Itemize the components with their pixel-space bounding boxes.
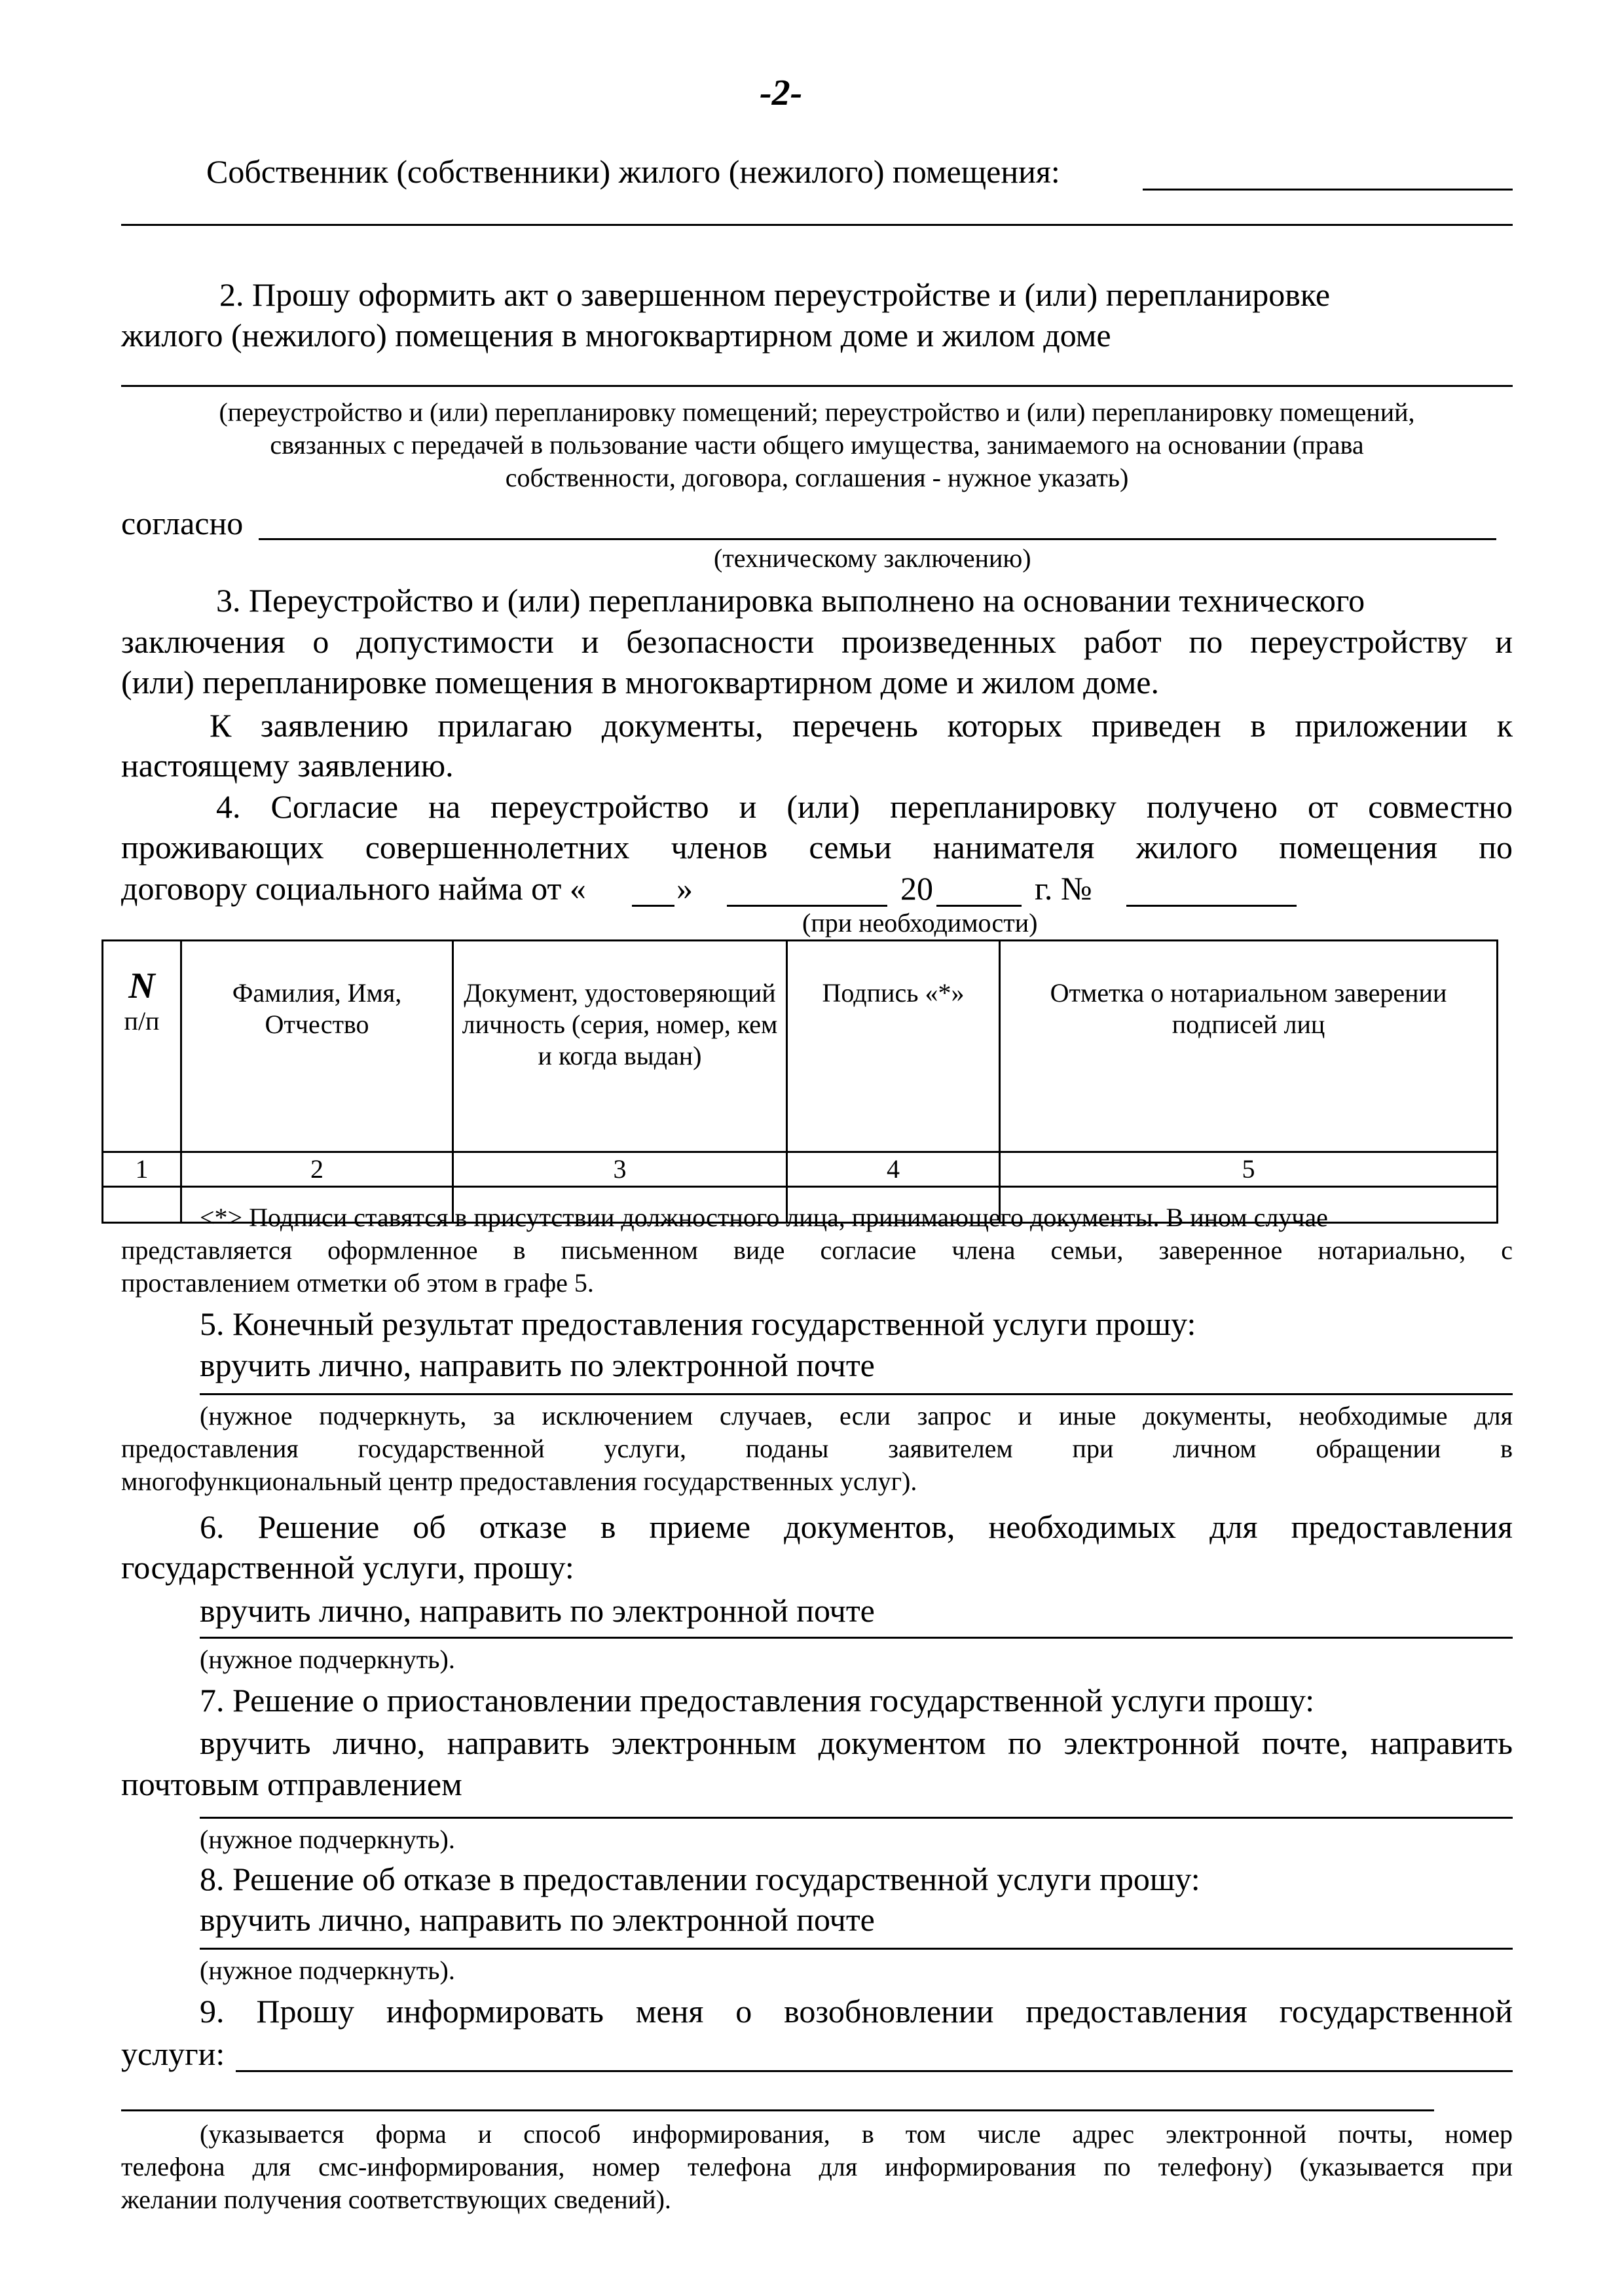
table-header-signature: Подпись «*» xyxy=(787,941,1000,1152)
contract-quote-close: » xyxy=(676,870,693,907)
item2-note3: собственности, договора, соглашения - нужное указать) xyxy=(505,463,1129,492)
item2-line1: 2. Прошу оформить акт о завершенном переустройстве и (или) перепланировке xyxy=(219,276,1331,313)
item3-attach2: настоящему заявлению. xyxy=(121,747,454,784)
item9-note1: (указывается форма и способ информирования, в том числе адрес электронной почты, номер xyxy=(200,2119,1513,2149)
owner-fill-line-2 xyxy=(121,224,1513,226)
item3-line3: (или) перепланировке помещения в многоквартирном доме и жилом доме. xyxy=(121,664,1159,701)
item4-note: (при необходимости) xyxy=(802,908,1038,938)
contract-prefix: договору социального найма от « xyxy=(121,870,586,907)
item6-line2: государственной услуги, прошу: xyxy=(121,1549,574,1586)
item5-note2: предоставления государственной услуги, поданы заявителем при личном обращении в xyxy=(121,1434,1513,1463)
item7-fill-line xyxy=(200,1817,1513,1819)
item4-line2: проживающих совершеннолетних членов семьи нанимателя жилого помещения по xyxy=(121,829,1513,866)
footnote-line3: проставлением отметки об этом в графе 5. xyxy=(121,1268,594,1298)
item4-line1: 4. Согласие на переустройство и (или) перепланировку получено от совместно xyxy=(216,788,1513,825)
table-column-number: 1 xyxy=(103,1152,181,1187)
item8-line1: 8. Решение об отказе в предоставлении государственной услуги прошу: xyxy=(200,1861,1200,1897)
item8-line2: вручить лично, направить по электронной почте xyxy=(200,1901,875,1938)
footnote-line1: <*> Подписи ставятся в присутствии должностного лица, принимающего документы. В ином случае xyxy=(200,1203,1328,1232)
item3-line1: 3. Переустройство и (или) перепланировка выполнено на основании технического xyxy=(216,582,1365,619)
item6-fill-line xyxy=(200,1637,1513,1639)
item7-note: (нужное подчеркнуть). xyxy=(200,1825,455,1854)
table-header-name: Фамилия, Имя, Отчество xyxy=(181,941,453,1152)
table-header-notary: Отметка о нотариальном заверении подписей лиц xyxy=(1000,941,1498,1152)
contract-number-label: г. № xyxy=(1035,870,1092,907)
item9-fill-line-2 xyxy=(121,2109,1434,2111)
item2-fill-line xyxy=(121,385,1513,387)
item9-note2: телефона для смс-информирования, номер телефона для информирования по телефону) (указывается при xyxy=(121,2152,1513,2181)
item7-line1: 7. Решение о приостановлении предоставления государственной услуги прошу: xyxy=(200,1682,1315,1719)
item6-line3: вручить лично, направить по электронной почте xyxy=(200,1592,875,1629)
owner-label: Собственник (собственники) жилого (нежилого) помещения: xyxy=(206,153,1060,190)
page-number: -2- xyxy=(760,73,803,113)
family-members-table xyxy=(101,939,1498,1224)
item2-according: согласно xyxy=(121,505,244,541)
table-column-number: 3 xyxy=(453,1152,787,1187)
item5-line1: 5. Конечный результат предоставления государственной услуги прошу: xyxy=(200,1305,1196,1342)
item7-line2: вручить лично, направить электронным документом по электронной почте, направить xyxy=(200,1724,1513,1761)
item5-line2: вручить лично, направить по электронной почте xyxy=(200,1347,875,1383)
table-header-number-label: п/п xyxy=(124,1006,160,1036)
item8-fill-line xyxy=(200,1948,1513,1950)
item5-note3: многофункциональный центр предоставления государственных услуг). xyxy=(121,1467,917,1496)
table-column-numbers-row xyxy=(103,1152,1498,1187)
owner-fill-line xyxy=(1143,189,1513,191)
contract-day-line xyxy=(632,905,674,907)
item7-line3: почтовым отправлением xyxy=(121,1766,462,1802)
number-sign: N xyxy=(128,966,155,1006)
item6-note: (нужное подчеркнуть). xyxy=(200,1645,455,1674)
item3-attach1: К заявлению прилагаю документы, перечень которых приведен в приложении к xyxy=(210,707,1513,744)
contract-number-line xyxy=(1126,905,1297,907)
item6-line1: 6. Решение об отказе в приеме документов, необходимых для предоставления xyxy=(200,1508,1513,1545)
footnote-line2: представляется оформленное в письменном виде согласие члена семьи, заверенное нотариально, с xyxy=(121,1235,1513,1265)
item3-line2: заключения о допустимости и безопасности произведенных работ по переустройству и xyxy=(121,623,1513,660)
contract-year-prefix: 20 xyxy=(900,870,933,907)
item9-line1: 9. Прошу информировать меня о возобновлении предоставления государственной xyxy=(200,1993,1513,2030)
item2-line2: жилого (нежилого) помещения в многоквартирном доме и жилом доме xyxy=(121,317,1111,354)
according-note: (техническому заключению) xyxy=(714,543,1031,573)
item9-note3: желании получения соответствующих сведений). xyxy=(121,2185,671,2214)
table-column-number: 4 xyxy=(787,1152,1000,1187)
table-header-document: Документ, удостоверяющий личность (серия, номер, кем и когда выдан) xyxy=(453,941,787,1152)
table-header-row xyxy=(103,941,1498,1152)
according-fill-line xyxy=(259,538,1496,540)
item9-fill-line xyxy=(236,2070,1513,2072)
item9-line2: услуги: xyxy=(121,2035,225,2072)
table-column-number: 5 xyxy=(1000,1152,1498,1187)
item2-note2: связанных с передачей в пользование части общего имущества, занимаемого на основании (права xyxy=(270,430,1364,460)
item5-note1: (нужное подчеркнуть, за исключением случаев, если запрос и иные документы, необходимые для xyxy=(200,1401,1513,1430)
table-cell xyxy=(103,1187,181,1223)
item8-note: (нужное подчеркнуть). xyxy=(200,1956,455,1985)
item5-fill-line xyxy=(200,1393,1513,1395)
table-header-number xyxy=(103,941,181,1152)
item2-note1: (переустройство и (или) перепланировку помещений; переустройство и (или) перепланировку помещений, xyxy=(219,397,1415,427)
table-column-number: 2 xyxy=(181,1152,453,1187)
